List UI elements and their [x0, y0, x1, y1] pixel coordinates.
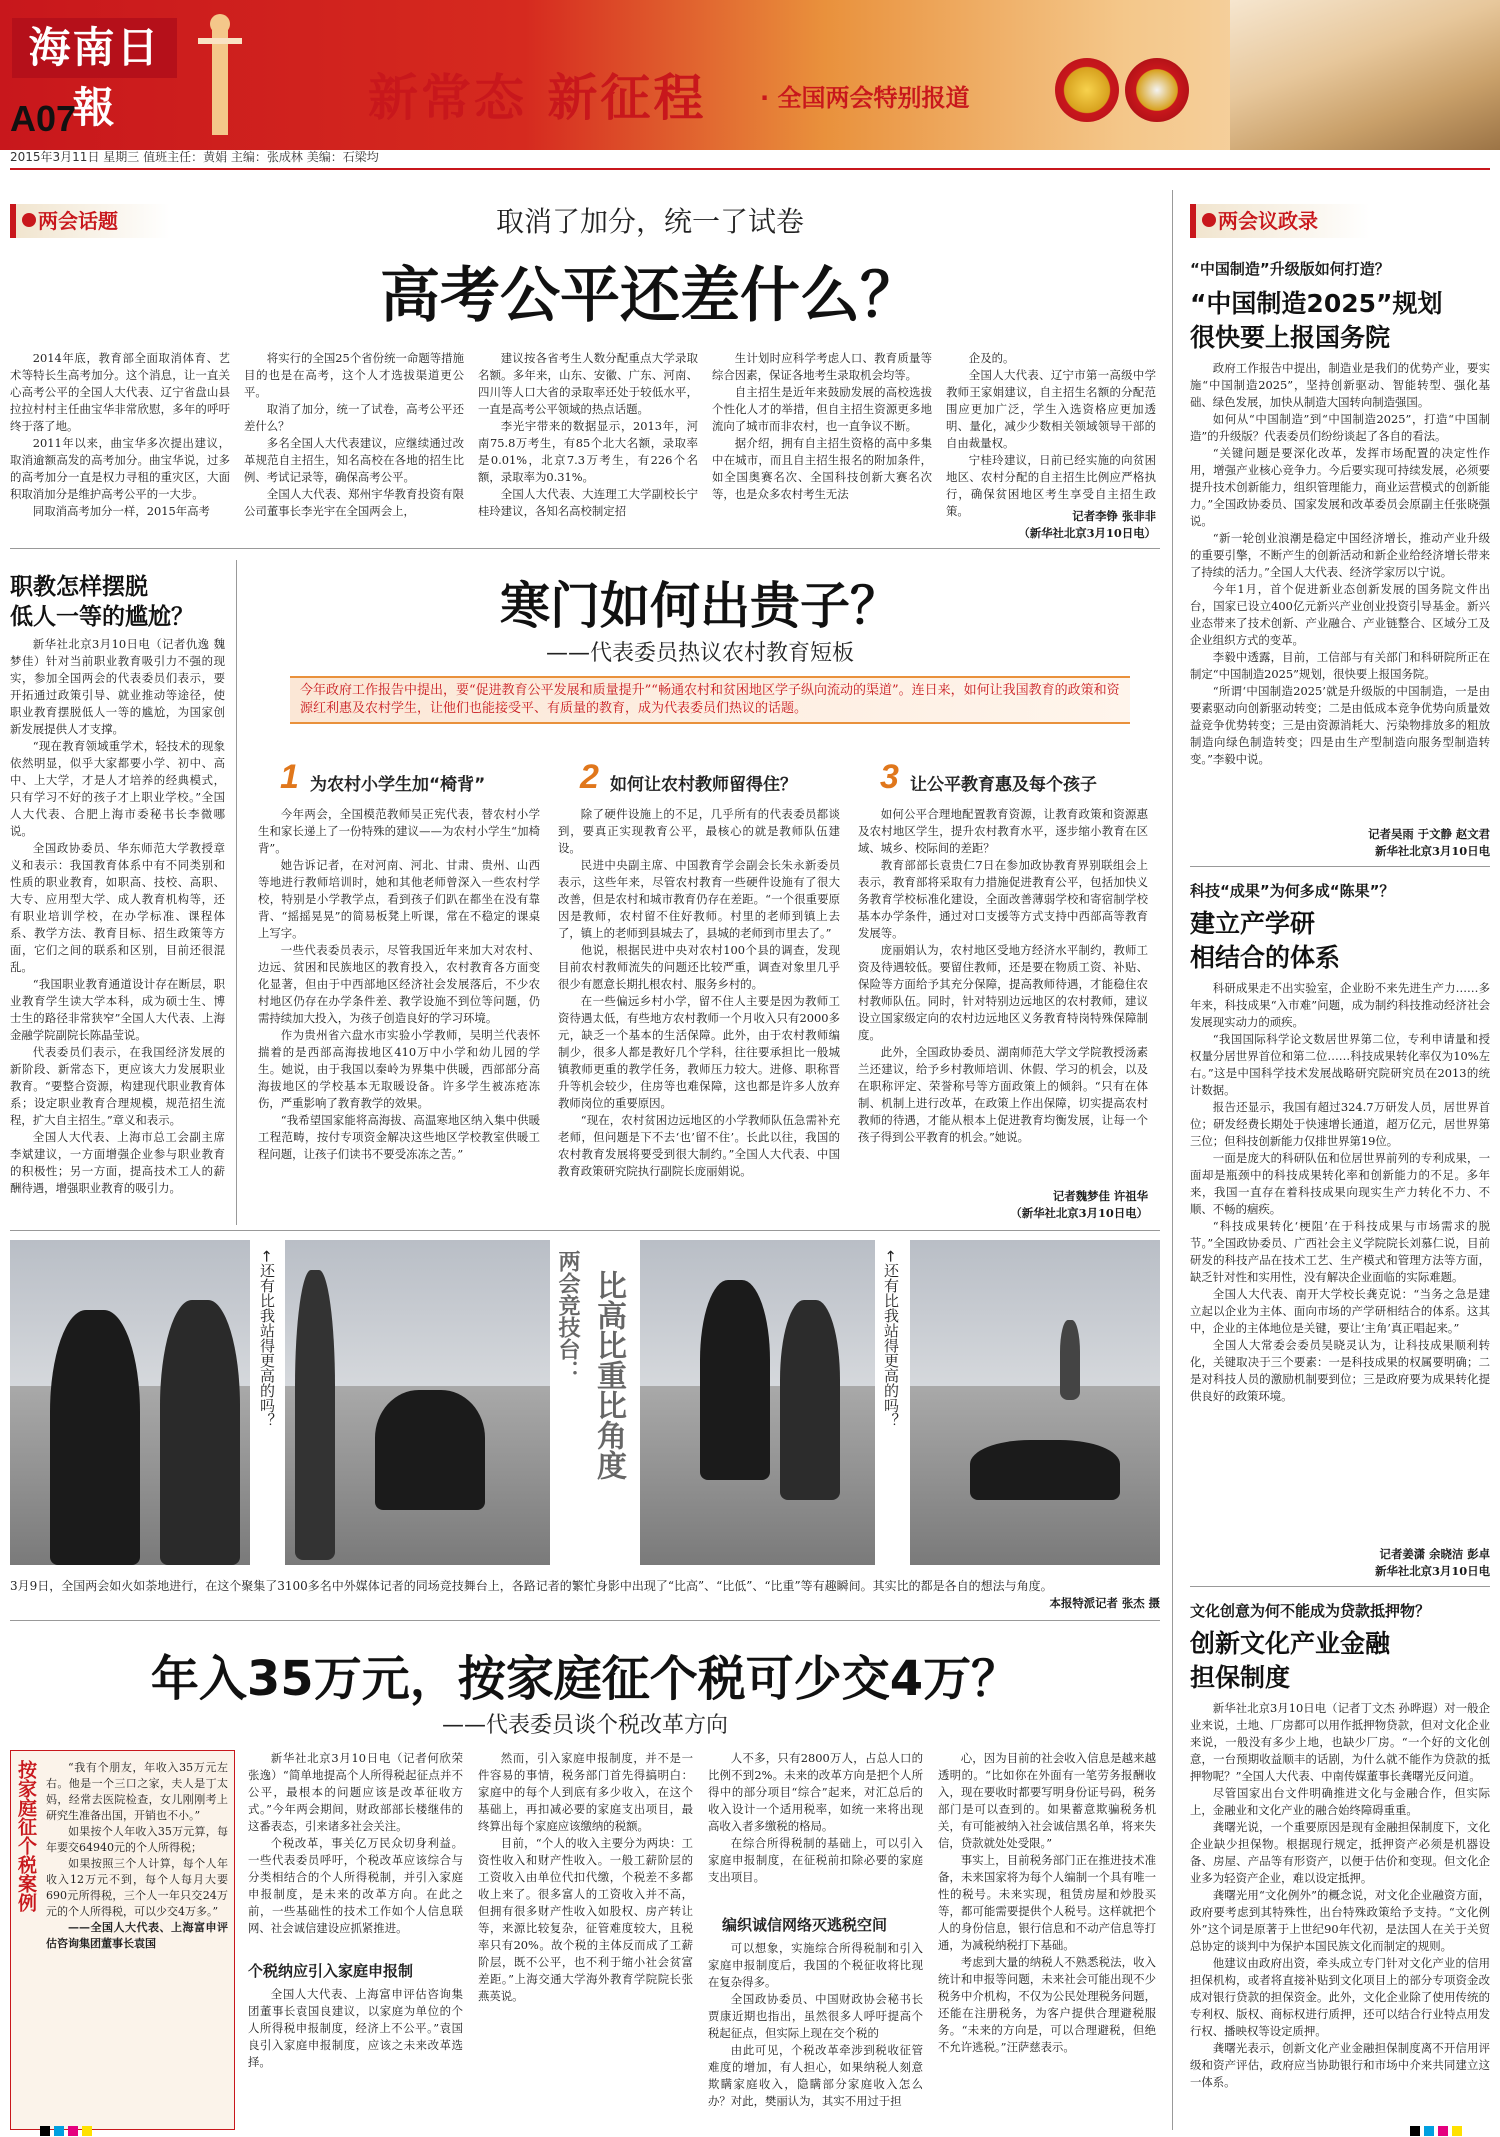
section-title: 让公平教育惠及每个孩子 [910, 775, 1097, 795]
paragraph: 新华社北京3月10日电（记者仇逸 魏梦佳）针对当前职业教育吸引力不强的现实，参加全国两会的代表委员们表示，要开拓通过政策引导、就业推动等途径，使职业教育摆脱低人一等的尴尬，为国家创新发展提供人才支撑。 [10, 637, 225, 736]
paragraph: 生计划时应科学考虑人口、教育质量等综合因素，保证各地考生录取机会均等。 [712, 351, 932, 382]
photo-caption-right: ←还有比我站得更高的吗？ [882, 1250, 900, 1428]
article4-sub-body-2 [708, 1940, 923, 2130]
article1-byline: 记者李铮 张非非 [1072, 509, 1156, 523]
article3-byline: 记者魏梦佳 许祖华 [1052, 1189, 1148, 1203]
huabiao-pillar-icon [190, 10, 250, 140]
paragraph: 此外，全国政协委员、湖南师范大学文学院教授汤素兰还建议，给予乡村教师培训、休假、学习的机会，以及在职称评定、荣誉称号等方面政策上的倾斜。“只有在体制、机制上进行改革，在政策上作出保障，切实提高农村教师的待遇，才能从根本上促进教育均衡发展，让每一个孩子得到公平教育的机会。”她说。 [858, 1045, 1148, 1144]
article4-col-2 [478, 1750, 693, 2130]
section-subtitle: · 全国两会特别报道 [760, 84, 970, 112]
paragraph: ——全国人大代表、上海富申评估咨询集团董事长袁国 [46, 1921, 228, 1950]
case-box-label: 按家庭征个税案例 [15, 1760, 37, 1912]
paragraph: 如何公平合理地配置教育资源，让教育政策和资源惠及农村地区学生，提升农村教育水平，逐步缩小教育在区域、城乡、校际间的差距？ [858, 807, 1148, 855]
paragraph: 一些代表委员表示，尽管我国近年来加大对农村、边远、贫困和民族地区的教育投入，农村教育各方面变化显著，但由于中西部地区经济社会发展落后，不少农村地区仍存在办学条件差、教学设施不到位等问题，仍需持续加大投入，为孩子创造良好的学习环境。 [258, 943, 540, 1025]
paragraph: 报告还显示，我国有超过324.7万研发人员，居世界首位；研发经费长期处于快速增长通道，超万亿元，居世界第三位；但科技创新能力仅排世界第19位。 [1190, 1100, 1490, 1148]
paragraph: 全国人大代表、南开大学校长龚克说：“当务之急是建立起以企业为主体、面向市场的产学研相结合的体系。这其中，企业的主体地位是关键，要让‘主角’真正唱起来。” [1190, 1287, 1490, 1335]
article2-headline-line1: 职教怎样摆脱 [10, 574, 148, 600]
paragraph: 然而，引入家庭申报制度，并不是一件容易的事情，税务部门首先得搞明白：家庭中的每个人到底有多少收入，在这个基础上，再扣减必要的家庭支出项目，最终算出每个家庭应该缴纳的税额。 [478, 1751, 693, 1833]
paragraph: 据介绍，拥有自主招生资格的高中多集中在城市，而且自主招生报名的附加条件，如全国奥赛名次、全国科技创新大赛名次等，也是众多农村考生无法 [712, 436, 932, 501]
paragraph: 全国人大代表、上海富申评估咨询集团董事长袁国良建议，以家庭为单位的个人所得税申报制度，经济上不公平。”袁国良引入家庭申报制度，应该之未来改革选择。 [248, 1987, 463, 2069]
column-rule [1172, 190, 1173, 2130]
divider [1190, 866, 1490, 867]
case-box-body [46, 1760, 228, 2120]
article4-subhead-2: 编织诚信网络灭逃税空间 [722, 1916, 888, 1934]
paragraph: 心，因为目前的社会收入信息是越来越透明的。“比如你在外面有一笔劳务报酬收入，现在要收时都要写明身份证号码，税务部门是可以查到的。如果蓄意欺骗税务机关，有可能被纳入社会诚信黑名单，将来失信，贷款就处处受限。” [938, 1751, 1156, 1850]
right-a3-body [1190, 1700, 1490, 2125]
paragraph: 宁桂玲建议，日前已经实施的向贫困地区、农村分配的自主招生比例应严格执行，确保贫困地区考生享受自主招生政策。 [946, 453, 1156, 518]
article3-section3-body [858, 806, 1148, 1186]
paragraph: 尽管国家出台文件明确推进文化与金融合作，但实际上，金融业和文化产业的融合始终障碍重重。 [1190, 1786, 1490, 1817]
paragraph: 多名全国人大代表建议，应继续通过改革规范自主招生，知名高校在各地的招生比例、考试记录等，确保高考公平。 [244, 436, 464, 484]
right-a2-kicker: 科技“成果”为何多成“陈果”？ [1190, 882, 1395, 900]
photo-photographer-crouching [285, 1240, 550, 1565]
right-a3-title-line2: 担保制度 [1190, 1663, 1291, 1692]
paragraph: 科研成果走不出实验室，企业盼不来先进生产力……多年来，科技成果“入市难”问题，成为制约科技推动经济社会发展现实动力的顽疾。 [1190, 981, 1490, 1029]
paragraph: 由此可见，个税改革牵涉到税收征管难度的增加，有人担心，如果纳税人刻意欺瞒家庭收入，隐瞒部分家庭收入怎么办？对此，樊丽认为，其实不用过于担 [708, 2043, 923, 2108]
paragraph: 她告诉记者，在对河南、河北、甘肃、贵州、山西等地进行教师培训时，她和其他老师曾深入一些农村学校，特别是小学教学点，看到孩子们趴在都坐在没有靠背、“摇摇晃晃”的简易板凳上听课，常在不稳定的课桌上写字。 [258, 858, 540, 940]
article1-col-1 [10, 350, 230, 540]
right-a1-byline: 记者吴雨 于文静 赵文君 [1368, 827, 1490, 841]
caption-text: 3月9日，全国两会如火如荼地进行，在这个聚集了3100多名中外媒体记者的同场竞技舞台上，各路记者的繁忙身影中出现了“比高”、“比低”、“比重”等有趣瞬间。其实比的都是各自的想法与角度。 [10, 1579, 1053, 1593]
right-a1-title-line1: “中国制造2025”规划 [1190, 289, 1443, 318]
print-color-bar [40, 2126, 1460, 2136]
article4-headline: 年入35万元，按家庭征个税可少交4万？ [150, 1651, 1020, 1707]
feature-title-vertical-2: 比高比重比角度 [591, 1270, 626, 1480]
tag-label: 两会话题 [38, 209, 118, 233]
paragraph: 今年1月，首个促进新业态创新发展的国务院文件出台，国家已设立400亿元新兴产业创业投资引导基金。新兴业态带来了技术创新、产业融合、产业链整合、区域分工及企业组织方式的变革。 [1190, 582, 1490, 647]
paragraph: 作为贵州省六盘水市实验小学教师，吴明兰代表怀揣着的是西部高海拔地区410万中小学和幼儿园的学生。她说，由于我国以秦岭为界集中供暖，西部部分高海拔地区的学校基本无取暖设备。许多学生被冻疮冻伤，严重影响了教育教学的效果。 [258, 1028, 540, 1110]
section-number: 2 [580, 758, 599, 796]
right-a3-title-line1: 创新文化产业金融 [1190, 1629, 1391, 1658]
paragraph: 人不多，只有2800万人，占总人口的比例不到2%。未来的改革方向是把个人所得中的部分项目“综合”起来，对汇总后的收入设计一个适用税率，如统一来将出现高收入者多缴税的格局。 [708, 1751, 923, 1833]
article4-subhead: ——代表委员谈个税改革方向 [441, 1713, 728, 1738]
paragraph: 2011年以来，曲宝华多次提出建议，取消逾额高发的高考加分。曲宝华说，过多的高考加分一直是权力寻租的重灾区，大面积取消加分是维护高考公平的一大步。 [10, 436, 230, 501]
paragraph: 教育部部长袁贵仁7日在参加政协教育界别联组会上表示，教育部将采取有力措施促进教育公平，包括加快义务教育学校标准化建设，全面改善薄弱学校和寄宿制学校基本办学条件，通过对口支援等方式支持中西部高等教育发展等。 [858, 858, 1148, 940]
paragraph: 他建议由政府出资，牵头成立专门针对文化产业的信用担保机构，或者将直接补贴到文化项目上的部分专项资金改成对银行贷款的担保资金。此外，文化企业除了使用传统的专利权、版权、商标权进行质押，还可以结合行业特点用发行权、播映权等设定质押。 [1190, 1956, 1490, 2038]
paragraph: 建议按各省考生人数分配重点大学录取名额。多年来，山东、安徽、广东、河南、四川等人口大省的录取率还处于较低水平，一直是高考公平领域的热点话题。 [478, 351, 698, 416]
article4-subhead-1: 个税纳应引入家庭申报制 [248, 1962, 414, 1980]
article3-headline: 寒门如何出贵子？ [500, 577, 900, 635]
paragraph: 同取消高考加分一样，2015年高考 [32, 504, 210, 518]
paragraph: “我国国际科学论文数居世界第二位，专利申请量和授权量分居世界首位和第二位……科技成果转化率仅为10%左右。”这是中国科学技术发展战略研究院研究员在2013的统计数据。 [1190, 1032, 1490, 1097]
paragraph: 全国人大代表、郑州宇华教育投资有限公司董事长李光宇在全国两会上， [244, 487, 464, 518]
right-a2-dateline: 新华社北京3月10日电 [1375, 1564, 1490, 1578]
page-number: A07 [10, 98, 77, 139]
right-a2-title-line2: 相结合的体系 [1190, 943, 1341, 972]
article1-col-2 [244, 350, 464, 540]
photo-photographer-lying [910, 1240, 1160, 1565]
paragraph: 目前，“个人的收入主要分为两块：工资性收入和财产性收入。一般工薪阶层的工资收入由单位代扣代缴，个税差不多都收上来了。很多富人的工资收入并不高，但拥有很多财产性收入如股权、房产转让等，来源比较复杂，征管难度较大，且税率只有20%。故个税的主体反而成了工薪阶层，既不公平，也不利于缩小社会贫富差距。”上海交通大学海外教育学院院长张燕英说。 [478, 1836, 693, 2003]
article4-sub-body-1 [248, 1986, 463, 2126]
paragraph: 龚曙光表示，创新文化产业金融担保制度离不开信用评级和资产评估，政府应当协助银行和市场中介来共同建立这一体系。 [1190, 2041, 1490, 2089]
paragraph: “我有个朋友，年收入35万元左右。他是一个三口之家，夫人是丁太妈，经常去医院检查，女儿刚刚考上研究生准备出国，开销也不小。” [46, 1761, 228, 1822]
paragraph: “关键问题是要深化改革，发挥市场配置的决定性作用，增强产业核心竞争力。今后要实现可持续发展，必须要提升技术创新能力，组织管理能力，商业运营模式的创新能力。”全国政协委员、国家发展和改革委员会原副主任张晓强说。 [1190, 446, 1490, 528]
paragraph: 取消了加分，统一了试卷，高考公平还差什么？ [244, 402, 464, 433]
tag-label: 两会议政录 [1218, 209, 1318, 233]
paragraph: 政府工作报告中提出，制造业是我们的优势产业，要实施“中国制造2025”，坚持创新驱动、智能转型、强化基础、绿色发展，加快从制造大国转向制造强国。 [1190, 361, 1490, 409]
article1-col-3 [478, 350, 698, 540]
cppcc-emblem-icon [1125, 58, 1189, 122]
paragraph: 自主招生是近年来鼓励发展的高校选拔个性化人才的举措，但自主招生资源更多地流向了城市而非农村，也一直争议不断。 [712, 385, 932, 433]
article2-body [10, 636, 225, 1226]
right-a1-dateline: 新华社北京3月10日电 [1375, 844, 1490, 858]
section-title: 为农村小学生加“椅背” [310, 775, 486, 795]
paragraph: 龚曙光说，一个重要原因是现有金融担保制度下，文化企业缺少担保物。根据现行规定，抵押资产必须是机器设备、房屋、产品等有形资产，以便于估价和变现。但文化企业多为轻资产企业，难以设定抵押。 [1190, 1820, 1490, 1885]
paragraph: 全国人大常委会委员吴晓灵认为，让科技成果顺利转化，关键取决于三个要素：一是科技成果的权属要明确；二是对科技人员的激励机制要到位；三是政府要为成果转化提供良好的政策环境。 [1190, 1338, 1490, 1403]
paragraph: “新一轮创业浪潮是稳定中国经济增长，推动产业升级的重要引擎，不断产生的创新活动和新企业给经济增长带来了持续的活力。”全国人大代表、经济学家厉以宁说。 [1190, 531, 1490, 579]
great-wall-illustration [1230, 0, 1500, 150]
header-rule [10, 168, 1490, 170]
paragraph: 全国人大代表、大连理工大学副校长宁桂玲建议，各知名高校制定招 [478, 487, 698, 518]
photo-photographers-left [10, 1240, 250, 1565]
paragraph: 事实上，目前税务部门正在推进技术准备，未来国家将为每个人编制一个具有唯一性的税号。未来实现，租赁房屋和炒股买等，都可能需要提供个人税号。这样就把个人的身份信息，银行信息和不动产信息等打通，为减税纳税打下基础。 [938, 1853, 1156, 1952]
paragraph: 在一些偏远乡村小学，留不住人主要是因为教师工资待遇太低，有些地方农村教师一个月收入只有2000多元，缺乏一个基本的生活保障。此外，由于农村教师编制少，很多人都是教好几个学科，往往要承担比一般城镇教师更重的教学任务，教师压力较大。进修、职称晋升等机会较少，住房等也难保障，这也都是许多人放弃教师岗位的重要原因。 [558, 994, 840, 1110]
article3-section2-body [558, 806, 840, 1226]
paragraph: 2014年底，教育部全面取消体育、艺术等特长生高考加分。这个消息，让一直关心高考公平的全国人大代表、辽宁省盘山县拉拉村村主任曲宝华非常欣慰，多年的呼吁终于落了地。 [10, 351, 230, 433]
photo-credit: 本报特派记者 张杰 摄 [1049, 1596, 1160, 1610]
paragraph: 如果按照三个人计算，每个人年收入12万元不到，每个人每月大要690元所得税，三个人一年只交24万元的个人所得税，可以少交4万多。” [46, 1857, 228, 1918]
section-title: 新常态 新征程 [368, 69, 707, 127]
divider [10, 1230, 1160, 1231]
divider [10, 548, 1160, 549]
right-a2-byline: 记者姜潇 余晓洁 彭卓 [1379, 1547, 1490, 1561]
paragraph: 除了硬件设施上的不足，几乎所有的代表委员都谈到，要真正实现教育公平，最核心的就是教师队伍建设。 [558, 807, 840, 855]
article1-col-4 [712, 350, 932, 540]
article3-section1-body [258, 806, 540, 1226]
newspaper-logo: 海南日報 [12, 18, 177, 78]
paragraph: 庞丽娟认为，农村地区受地方经济水平制约，教师工资及待遇较低。要留住教师，还是要在物质工资、补贴、保险等方面给予其充分保障，提高教师待遇，才能稳住农村教师队伍。同时，针对特别边远地区的农村教师，建议设立国家级定向的农村边远地区义务教育特岗特殊保障制度。 [858, 943, 1148, 1042]
paragraph: 全国人大代表、辽宁市第一高级中学教师王家娟建议，自主招生名额的分配范围应更加广泛，学生入选资格应更加透明、量化，减少少数相关领域领导干部的自由裁量权。 [946, 368, 1156, 450]
paragraph: 李光宇带来的数据显示，2013年，河南75.8万考生，有85个北大名额，录取率是0.01%，北京7.3万考生，有226个名额，录取率为0.31%。 [478, 419, 698, 484]
paragraph: 如果按个人年收入35万元算，每年要交64940元的个人所得税； [46, 1825, 228, 1854]
paragraph: 可以想象，实施综合所得税制和引入家庭申报制度后，我国的个税征收将比现在复杂得多。 [708, 1941, 923, 1989]
paragraph: “所谓‘中国制造2025’就是升级版的中国制造，一是由要素驱动向创新驱动转变；二是由低成本竞争优势向质量效益竞争优势转变；三是由资源消耗大、污染物排放多的粗放制造向绿色制造转变；四是由生产型制造向服务型制造转变。”李毅中说。 [1190, 684, 1490, 766]
article3-dateline: （新华社北京3月10日电） [1010, 1206, 1148, 1220]
issue-info-line: 2015年3月11日 星期三 值班主任：黄娟 主编：张成林 美编：石梁均 [10, 150, 379, 164]
paragraph: “现在，农村贫困边远地区的小学教师队伍急需补充老师，但问题是下不去‘也’留不住’。长此以往，我国的农村教育发展将要受到很大制约。”全国人大代表、中国教育政策研究院执行副院长庞丽娟说。 [558, 1113, 840, 1178]
paragraph: “现在教育领域重学术，轻技术的现象依然明显，似乎大家都要小学、初中、高中、上大学，才是人才培养的经典模式，只有学习不好的孩子才上职业学校。”全国人大代表、合肥上海市委秘书长李微哪说。 [10, 739, 225, 838]
tag-liang-hui-yi-zheng-lu [1190, 204, 1370, 238]
right-a3-kicker: 文化创意为何不能成为贷款抵押物？ [1190, 1602, 1431, 1620]
paragraph: 代表委员们表示，在我国经济发展的新阶段、新常态下，更应该大力发展职业教育。“要整合资源，构建现代职业教育体系；设定职业教育合理规模，规范招生流程，扩大自主招生。”章义和表示。 [10, 1045, 225, 1127]
paragraph: “我国职业教育通道设计存在断层，职业教育学生读大学本科，成为硕士生、博士生的路径非常狭窄”全国人大代表、上海金融学院副院长陈晶莹说。 [10, 977, 225, 1042]
paragraph: “我希望国家能将高海拔、高温寒地区纳入集中供暖工程范畴，按付专项资金解决这些地区学校教室供暖工程问题，让孩子们读书不要受冻冻之苦。” [258, 1113, 540, 1161]
paragraph: 将实行的全国25个省份统一命题等措施目的也是在高考，这个人才选拔渠道更公平。 [244, 351, 464, 399]
paragraph: 一面是庞大的科研队伍和位居世界前列的专利成果，一面却是瓶颈中的科技成果转化率和创新能力的不足。多年来，我国一直存在着科技成果向现实生产力转化不力、不顺、不畅的痼疾。 [1190, 1151, 1490, 1216]
article4-col-3 [708, 1750, 923, 1900]
paragraph: 他说，根据民进中央对农村100个县的调查，发现目前农村教师流失的问题还比较严重，调查对象里几乎很少有愿意长期扎根农村、服务乡村的。 [558, 943, 840, 991]
photo-photographers-ladders [640, 1240, 875, 1565]
article4-col-1 [248, 1750, 463, 1950]
right-a2-body [1190, 980, 1490, 1540]
paragraph: 龚曙光用“文化例外”的概念说，对文化企业融资方面，政府要考虑到其特殊性，出台特殊政策给予支持。“文化例外”这个词是原著于上世纪90年代初，是法国人在关于关贸总协定的谈判中为保护本国民族文化而制定的规则。 [1190, 1888, 1490, 1953]
article1-headline: 高考公平还差什么？ [380, 261, 920, 331]
paragraph: 今年两会，全国模范教师吴正宪代表，替农村小学生和家长递上了一份特殊的建议——为农村小学生“加椅背”。 [258, 807, 540, 855]
feature-title-vertical-1: 两会竞技台： [555, 1250, 580, 1382]
article4-col-4 [938, 1750, 1156, 2130]
divider [10, 1620, 1160, 1621]
section-title: 如何让农村教师留得住？ [610, 775, 797, 795]
paragraph: 个税改革，事关亿万民众切身利益。一些代表委员呼吁，个税改革应该综合与分类相结合的个人所得税制，并引入家庭申报制度，是未来的改革方向。在此之前，一些基础性的技术工作如个人信息联网、社会诚信建设应抓紧推进。 [248, 1836, 463, 1935]
photo-caption-left: ←还有比我站得更高的吗？ [258, 1250, 276, 1428]
paragraph: 新华社北京3月10日电（记者丁文杰 孙晔遐）对一般企业来说，土地、厂房都可以用作抵押物贷款，但对文化企业来说，一般没有多少上地，也缺少厂房。“一个好的文化创意，一台预期收益顺丰的话剧，为什么就不能作为贷款的抵押物呢？”全国人大代表、中南传媒董事长龚曙光反问道。 [1190, 1701, 1490, 1783]
divider [1190, 1586, 1490, 1587]
paragraph: 全国人大代表、上海市总工会副主席李斌建议，一方面增强企业参与职业教育的积极性；另一方面，提高技术工人的薪酬待遇，增强职业教育的吸引力。 [10, 1130, 225, 1195]
column-rule [236, 560, 237, 1225]
paragraph: 在综合所得税制的基础上，可以引入家庭申报制度，在征税前扣除必要的家庭支出项目。 [708, 1836, 923, 1884]
national-emblem-icon [1055, 58, 1119, 122]
paragraph: 企及的。 [968, 351, 1015, 365]
article3-lead-box: 今年政府工作报告中提出，要“促进教育公平发展和质量提升”“畅通农村和贫困地区学子纵向流动的渠道”。连日来，如何让我国教育的政策和资源红利惠及农村学生，让他们也能接受平、有质量的教育，成为代表委员们热议的话题。 [290, 676, 1130, 724]
paragraph: 全国政协委员、中国财政协会秘书长贾康近期也指出，虽然很多人呼吁提高个税起征点，但实际上现在交个税的 [708, 1992, 923, 2040]
paragraph: 李毅中透露，目前，工信部与有关部门和科研院所正在制定“中国制造2025”规划，很快要上报国务院。 [1190, 650, 1490, 681]
right-a1-kicker: “中国制造”升级版如何打造？ [1190, 260, 1390, 278]
paragraph: 如何从“中国制造”到“中国制造2025”，打造“中国制造”的升级版？代表委员们纷纷谈起了各自的看法。 [1190, 412, 1490, 443]
article3-subhead: ——代表委员热议农村教育短板 [545, 641, 854, 666]
article2-headline-line2: 低人一等的尴尬？ [10, 604, 194, 630]
paragraph: 全国政协委员、华东师范大学教授章义和表示：我国教育体系中有不同类别和性质的职业教育，如职高、技校、高职、大专、应用型大学、成人教育机构等，还有职业培训学校，在办学标准、课程体系、教学方法、教育目标、招生政策等方面，它们之间的联系和区别，目前还很混乱。 [10, 841, 225, 974]
paragraph: 民进中央副主席、中国教育学会副会长朱永新委员表示，这些年来，尽管农村教育一些硬件设施有了很大改善，但是农村和城市教育仍存在差距。“一个很重要原因是教师，农村留不住好教师。村里的老师到镇上去了，镇上的老师到县城去了，县城的老师到市里去了。” [558, 858, 840, 940]
paragraph: 新华社北京3月10日电（记者何欣荣 张逸）“简单地提高个人所得税起征点并不公平，最根本的问题应该是改革征收方式。”今年两会期间，财政部部长楼继伟的这番表态，引来诸多社会关注。 [248, 1751, 463, 1833]
article1-dateline: （新华社北京3月10日电） [1018, 526, 1156, 540]
section-number: 1 [280, 758, 299, 796]
paragraph: 考虑到大量的纳税人不熟悉税法，收入统计和申报等问题，未来社会可能出现不少税务中介机构，不仅为公民处理税务问题，还能在注册税务，为客户提供合理避税服务。“未来的方向是，可以合理避税，但绝不允许逃税。”汪萨慈表示。 [938, 1955, 1156, 2054]
paragraph: “科技成果转化‘梗阻’在于科技成果与市场需求的脱节。”全国政协委员、广西社会主义学院院长刘慕仁说，目前研发的科技产品在技术工艺、生产模式和管理方法等方面，缺乏针对性和实用性，没有解决企业面临的实际难题。 [1190, 1219, 1490, 1284]
tag-liang-hui-hua-ti [10, 204, 170, 238]
right-a1-title-line2: 很快要上报国务院 [1190, 323, 1391, 352]
section-number: 3 [880, 758, 899, 796]
right-a2-title-line1: 建立产学研 [1190, 909, 1316, 938]
right-a1-body [1190, 360, 1490, 820]
article1-kicker: 取消了加分，统一了试卷 [495, 205, 804, 238]
